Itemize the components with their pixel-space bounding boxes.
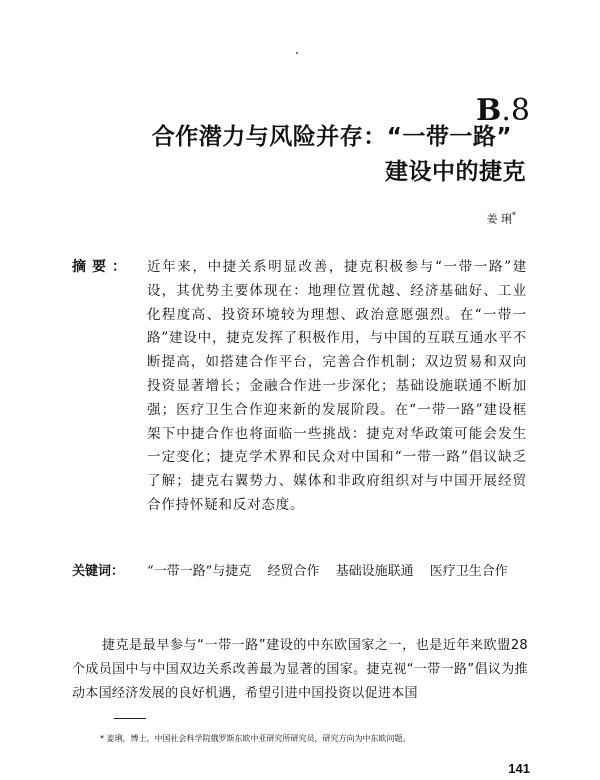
article-title-line-2: 建设中的捷克 bbox=[385, 159, 526, 185]
keyword-item: 医疗卫生合作 bbox=[429, 564, 508, 579]
abstract-text: 近年来，中捷关系明显改善，捷克积极参与“一带一路”建设，其优势主要体现在：地理位置优越、经济基础好、工业化程度高、投资环境较为理想、政治意愿强烈。在“一带一路”建设中，捷克发挥了积极作用，与中国的互联互通水平不断提高，如搭建合作平台，完善合作机制；双边贸易和双向投资显著增长；金融合作进一步深化；基础设施联通不断加强；医疗卫生合作迎来新的发展阶段。在“一带一路”建设框架下中捷合作也将面临一些挑战：捷克对华政策可能会发生一定变化；捷克学术界和民众对中国和“一带一路”倡议缺乏了解；捷克右翼势力、媒体和非政府组织对与中国开展经贸合作持怀疑和反对态度。 bbox=[147, 259, 527, 513]
keyword-item: 经贸合作 bbox=[267, 564, 320, 579]
author-name: 姜 琍 bbox=[486, 212, 512, 226]
author-footnote-mark: * bbox=[512, 211, 516, 220]
article-title-line-1: 合作潜力与风险并存：“一带一路” bbox=[151, 124, 512, 150]
chapter-letter: B bbox=[476, 93, 502, 128]
keyword-item: 基础设施联通 bbox=[335, 564, 414, 579]
keywords-label: 关键词： bbox=[72, 564, 125, 579]
decorative-dot bbox=[296, 52, 298, 54]
keyword-item: “一带一路”与捷克 bbox=[147, 564, 252, 579]
keywords-list bbox=[147, 562, 520, 582]
abstract-label: 摘要： bbox=[72, 259, 132, 275]
footnote-divider bbox=[114, 718, 146, 719]
page-number: 141 bbox=[508, 761, 530, 776]
author bbox=[487, 209, 517, 227]
chapter-index: .8 bbox=[501, 93, 530, 128]
body-paragraph: 捷克是最早参与“一带一路”建设的中东欧国家之一，也是近年来欧盟28个成员国中与中国双边关系改善最为显著的国家。捷克视“一带一路”倡议为推动本国经济发展的良好机遇，希望引进中国投资以促进本国 bbox=[72, 638, 528, 701]
footnote: * 姜琍，博士，中国社会科学院俄罗斯东欧中亚研究所研究员，研究方向为中东欧问题。 bbox=[100, 734, 411, 743]
